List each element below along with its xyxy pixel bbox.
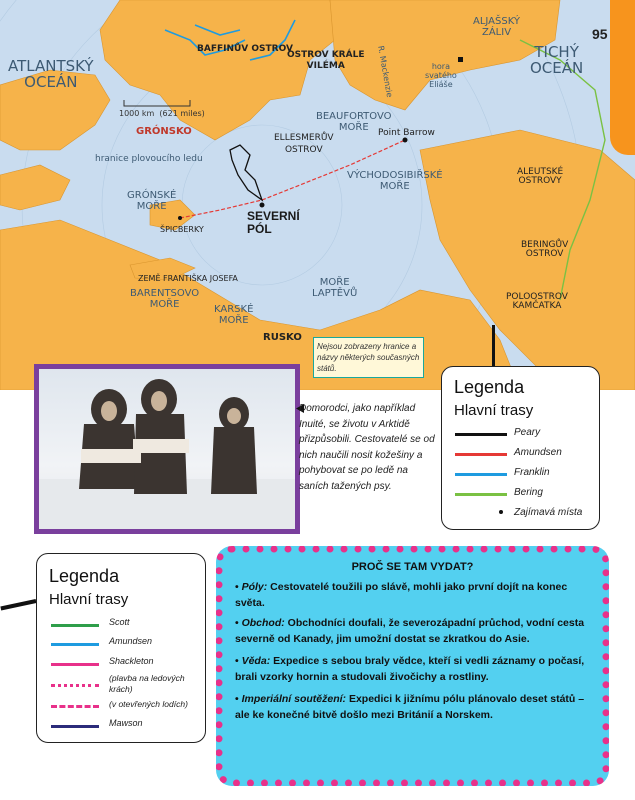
kara-sea-label: KARSKÉ MOŘE (214, 304, 254, 326)
scale-label: 1000 km (621 miles) (119, 109, 205, 118)
barents-sea-label: BARENTSOVO MOŘE (130, 288, 200, 310)
arctic-map (0, 0, 635, 390)
why-item-poles: • Póly: Cestovatelé toužili po slávě, mohli jako první dojít na konec světa. (235, 581, 568, 609)
why-item-science: • Věda: Expedice s sebou braly vědce, kteří si vedli záznamy o počasí, brali vzorky hornin a studovali živočichy a rostliny. (235, 655, 585, 683)
pacific-ocean-label: TICHÝ OCEÁN (530, 43, 584, 77)
kamchatka-label: POLOOSTROV KAMČATKA (506, 292, 568, 311)
legend-line-open-boats (51, 705, 99, 708)
map-note: Nejsou zobrazeny hranice a názvy některých současných států. (313, 337, 424, 378)
why-item-science-lead: Věda: (241, 655, 271, 667)
legend-line-shackleton (51, 663, 99, 666)
franz-josef-land-label: ZEMĚ FRANTIŠKA JOSEFA (138, 274, 238, 283)
why-item-science-text: Expedice s sebou braly vědce, kteří si vedli záznamy o počasí, brali vzorky hornin a studovali živočichy a rostliny. (235, 655, 585, 683)
why-item-poles-text: Cestovatelé toužili po slávě, mohli jako první dojít na konec světa. (235, 581, 568, 609)
ice-border-label: hranice plovoucího ledu (95, 154, 203, 164)
why-item-trade-lead: Obchod: (241, 617, 285, 629)
why-item-trade-text: Obchodníci doufali, že severozápadní průchod, vodní cesta severně od Kanady, jim umožní dostat se zkratkou do Asie. (235, 617, 585, 645)
legend-item-amundsen-south: Amundsen (109, 636, 153, 646)
why-item-imperial: • Imperiální soutěžení: Expedici k jižnímu pólu plánovalo deset států – ale ke konečné bitvě došlo mezi Británií a Norskem. (235, 693, 585, 721)
legend-line-mawson (51, 725, 99, 728)
alaska-bay-label: ALJAŠSKÝ ZÁLIV (473, 16, 521, 38)
legend-north-subtitle: Hlavní trasy (454, 402, 534, 419)
why-go-title: PROČ SE TAM VYDAT? (351, 561, 474, 573)
legend-north-title: Legenda (454, 377, 525, 397)
legend-line-peary (455, 433, 507, 436)
bering-island-label: BERINGŮV OSTROV (521, 240, 569, 259)
why-item-poles-lead: Póly: (241, 581, 268, 593)
legend-south-pin (0, 599, 36, 610)
mount-elias-label: hora svatého Eliáše (425, 62, 457, 89)
why-item-imperial-lead: Imperiální soutěžení: (241, 693, 347, 705)
legend-line-franklin (455, 473, 507, 476)
legend-line-bering (455, 493, 507, 496)
legend-north-pin (492, 325, 495, 370)
ellesmere-island-label: ELLESMERŮV OSTROV (274, 133, 334, 155)
orange-page-tab (610, 0, 635, 155)
legend-line-amundsen-south (51, 643, 99, 646)
legend-item-franklin: Franklin (514, 467, 550, 478)
laptev-sea-label: MOŘE LAPTĚVŮ (312, 277, 358, 299)
legend-item-amundsen: Amundsen (514, 447, 562, 458)
legend-south-subtitle: Hlavní trasy (49, 591, 129, 608)
legend-item-mawson: Mawson (109, 718, 143, 728)
inuit-photo (34, 364, 300, 534)
atlantic-ocean-label: ATLANTSKÝ OCEÁN (8, 57, 94, 91)
legend-item-bering: Bering (514, 487, 543, 498)
russia-label: RUSKO (263, 332, 302, 343)
legend-line-amundsen (455, 453, 507, 456)
legend-line-ice-floes (51, 684, 99, 687)
legend-south (36, 553, 206, 743)
north-pole-label: SEVERNÍ PÓL (247, 209, 300, 236)
photo-caption: Domorodci, jako například Inuité, se životu v Arktidě přizpůsobili. Cestovatelé se od nich naučili nosit kožešiny a pohybovat se po ledě na saních tažených psy. (299, 403, 435, 492)
spitsbergen-label: ŠPICBERKY (160, 225, 204, 234)
legend-item-peary: Peary (514, 427, 541, 438)
legend-south-title: Legenda (49, 566, 120, 586)
why-item-trade: • Obchod: Obchodníci doufali, že severozápadní průchod, vodní cesta severně od Kanady, jim umožní dostat se zkratkou do Asie. (235, 617, 585, 645)
point-barrow-label: Point Barrow (378, 128, 435, 138)
east-siberian-sea-label: VÝCHODOSIBIŘSKÉ MOŘE (347, 170, 443, 192)
aleutian-islands-label: ALEUTSKÉ OSTROVY (517, 167, 564, 186)
greenland-label: GRÓNSKO (136, 126, 192, 137)
why-go-box (216, 546, 609, 786)
point-of-interest-icon (499, 510, 503, 514)
legend-item-ice-floes: (plavba na ledových krách) (109, 673, 185, 694)
legend-item-places: Zajímavá místa (514, 507, 583, 518)
legend-line-scott (51, 624, 99, 627)
beaufort-sea-label: BEAUFORTOVO MOŘE (316, 111, 392, 133)
mackenzie-river-label: R. Mackenzie (376, 45, 395, 99)
inuit-photo-illustration (39, 369, 295, 529)
legend-item-shackleton: Shackleton (109, 656, 154, 666)
legend-item-scott: Scott (109, 617, 130, 627)
king-william-island-label: OSTROV KRÁLE VILÉMA (287, 50, 365, 71)
baffin-island-label: BAFFINŮV OSTROV (197, 44, 293, 54)
greenland-sea-label: GRÓNSKÉ MOŘE (127, 190, 177, 212)
legend-north (441, 366, 600, 530)
why-item-imperial-text: Expedici k jižnímu pólu plánovalo deset států – ale ke konečné bitvě došlo mezi Británií a Norskem. (235, 693, 585, 721)
legend-item-open-boats: (v otevřených lodích) (109, 699, 188, 709)
page-number: 95 (592, 26, 608, 42)
